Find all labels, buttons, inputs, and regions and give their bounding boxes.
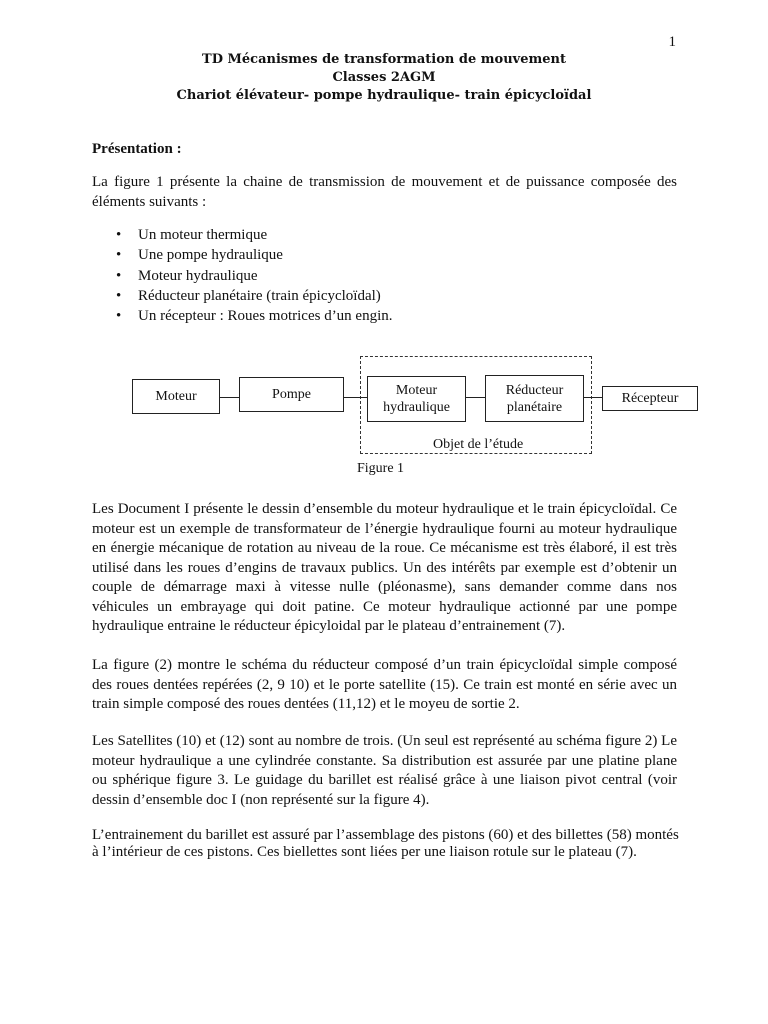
list-item: • Un moteur thermique (92, 225, 393, 245)
pompe-box (239, 377, 344, 412)
paragraph-satellites: Les Satellites (10) et (12) sont au nombre de trois. (Un seul est représenté au schéma figure 2) Le moteur hydraulique a une cylindrée constante. Sa distribution est assurée par une platine plane ou sphérique figure 3. Le guidage du barillet est réalisé grâce à une liaison pivot central (voir dessin d’ensemble doc I (non représenté sur la figure 4). (92, 733, 677, 808)
reducteur-label-line2: planétaire (506, 399, 563, 415)
paragraph-figure-2: La figure (2) montre le schéma du réducteur composé d’un train épicycloïdal simple composé des roues dentées repérées (2, 9 10) et le porte satellite (15). Ce train est monté en série avec un train simple composé des roues dentées (11,12) et le moyeu de sortie 2. (92, 657, 677, 712)
moteur-hydraulique-box (367, 376, 466, 422)
connector-line (343, 397, 367, 398)
list-item: • Une pompe hydraulique (92, 245, 393, 265)
document-header (0, 51, 768, 105)
study-label: Objet de l’étude (433, 437, 524, 452)
intro-paragraph: La figure 1 présente la chaine de transmission de mouvement et de puissance composée des éléments suivants : (92, 174, 677, 210)
pompe-label: Pompe (272, 387, 311, 402)
page-number: 1 (668, 34, 676, 50)
header-class: Classes 2AGM (332, 70, 436, 85)
reducteur-box (485, 375, 584, 422)
figure-caption: Figure 1 (357, 461, 405, 476)
list-item: • Moteur hydraulique (92, 266, 393, 286)
paragraph-barillet: L’entrainement du barillet est assuré par l’assemblage des pistons (60) et des billettes (58) montés à l’intérieur de ces pistons. Ces biellettes sont liées per une liaison rotule sur le plateau (7). (92, 827, 679, 860)
moteur-hydraulique-label-line1: Moteur (395, 383, 438, 398)
header-title: TD Mécanismes de transformation de mouvement (202, 52, 566, 67)
list-item: • Réducteur planétaire (train épicycloïdal) (92, 286, 393, 306)
moteur-box (132, 379, 220, 414)
connector-line (465, 397, 485, 398)
list-item: • Un récepteur : Roues motrices d’un engin. (92, 306, 393, 326)
recepteur-label: Récepteur (621, 391, 679, 406)
connector-line (583, 397, 602, 398)
moteur-label: Moteur (155, 389, 197, 404)
recepteur-box (602, 386, 698, 411)
paragraph-document-i: Les Document I présente le dessin d’ensemble du moteur hydraulique et le train épicycloïdal. Ce moteur est un exemple de transformateur de l’énergie hydraulique fourni au moteur hydraulique en énergie mécanique de rotation au niveau de la roue. Ce mécanisme est très élaboré, il est très utilisé dans les roues d’engins de travaux publics. Un des intérêts par exemple est d’obtenir un couple de démarrage maxi à vitesse nulle (pléonasme), sans demander comme dans nos véhicules un embrayage qui doit patine. Ce moteur hydraulique actionné par une pompe hydraulique entraine le réducteur épicyloidal par le plateau d’entrainement (7). (92, 501, 677, 634)
section-title: Présentation : (92, 141, 182, 157)
connector-line (219, 397, 239, 398)
moteur-hydraulique-label-line2: hydraulique (383, 400, 450, 415)
component-list (92, 225, 393, 326)
header-subtitle: Chariot élévateur- pompe hydraulique- train épicycloïdal (176, 88, 592, 103)
reducteur-label-line1: Réducteur (505, 382, 564, 398)
